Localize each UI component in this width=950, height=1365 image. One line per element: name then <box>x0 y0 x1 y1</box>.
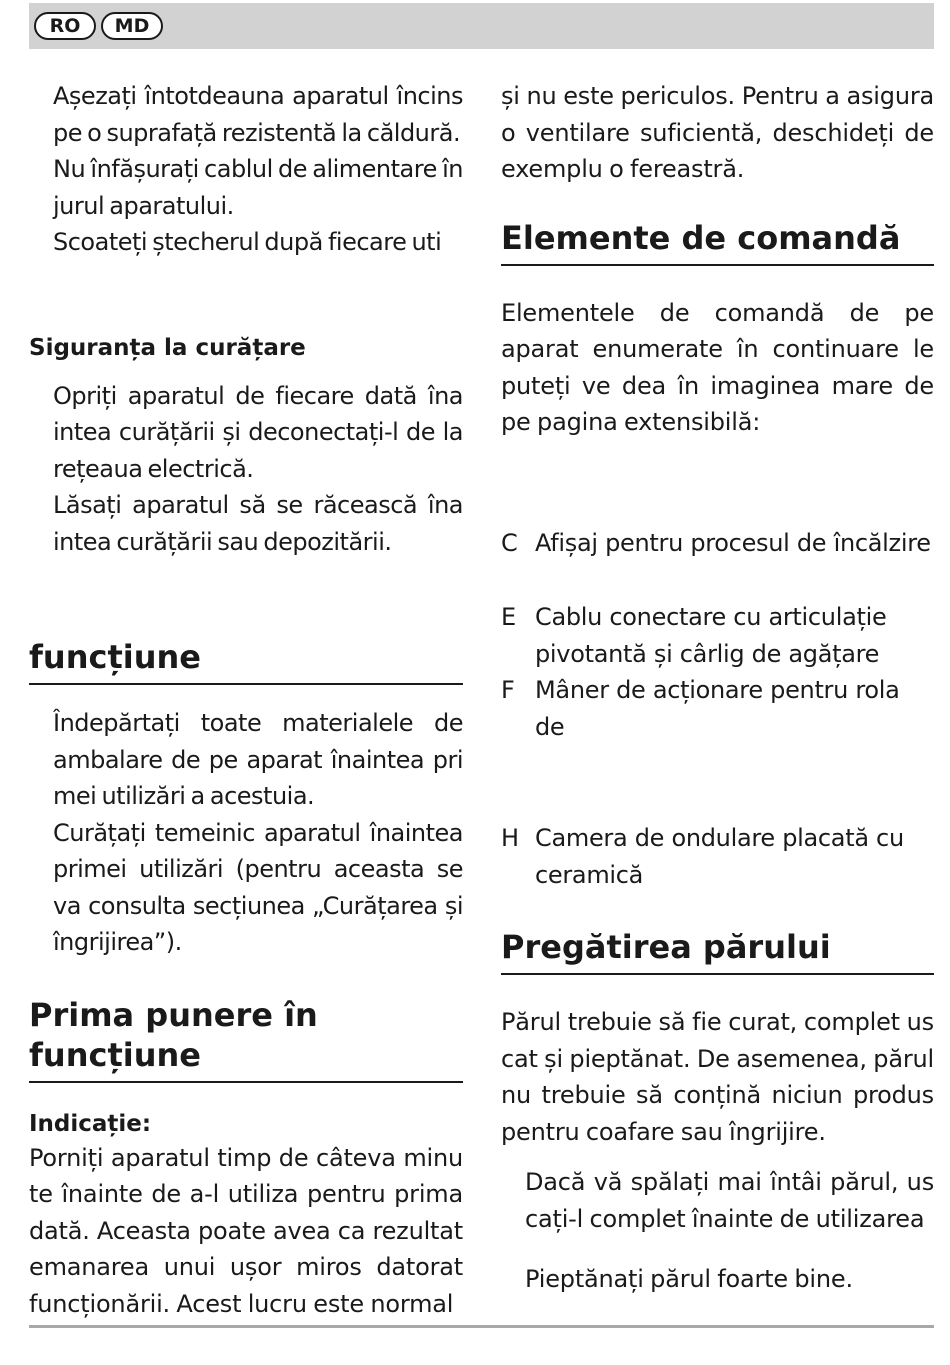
hair-prep-intro: Părul trebuie să fie curat, complet us cat și pieptănat. De asemenea, părul nu trebuie să conțină niciun produs pentru coafare sau îngrijire. <box>501 1008 934 1146</box>
language-header-bar <box>29 3 934 49</box>
control-item-e <box>501 599 934 672</box>
note-label: Indicație: <box>29 1110 152 1137</box>
controls-heading: Elemente de comandă <box>501 218 934 266</box>
note-text: Porniți aparatul timp de câteva minu te înainte de a-l utiliza pentru prima dată. Aceasta poate avea ca rezultat emanarea unui ușor miros datorat funcționării. Acest lucru este normal <box>29 1143 463 1318</box>
control-item-f <box>501 672 934 745</box>
functiune-paragraph-1: Îndepărtați toate materialele de ambalare de pe aparat înaintea pri mei utilizări a acestuia. <box>53 709 463 810</box>
hair-prep-step-1: Dacă vă spălați mai întâi părul, us cați-l complet înainte de utilizarea <box>525 1168 934 1233</box>
functiune-paragraph-2: Curățați temeinic aparatul înaintea primei utilizări (pentru aceasta se va consulta secțiunea „Curățarea și îngrijirea”). <box>53 818 463 956</box>
control-item-text: Cablu conectare cu articulație pivotantă și cârlig de agățare <box>535 603 887 668</box>
continuation-paragraph: și nu este periculos. Pentru a asigura o ventilare suficientă, deschideți de exemplu o fereastră. <box>501 82 934 183</box>
right-column <box>501 78 934 1298</box>
control-item-letter: F <box>501 676 515 704</box>
hair-prep-step-2: Pieptănați părul foarte bine. <box>525 1265 853 1293</box>
control-item-h <box>501 820 934 893</box>
cleaning-safety-paragraph-1: Opriți aparatul de fiecare dată îna intea curățării și deconectați-l de la rețeaua electrică. <box>53 381 463 483</box>
left-column <box>29 78 463 1322</box>
intro-paragraph-2: Nu înfășurați cablul de alimentare în jurul aparatului. <box>53 155 463 220</box>
intro-paragraph-1: Așezați întotdeauna aparatul încins pe o suprafață rezistentă la căldură. <box>53 82 463 147</box>
intro-paragraph-3: Scoateți ștecherul după fiecare uti <box>53 228 442 256</box>
control-item-text: Afișaj pentru procesul de încălzire <box>535 528 931 557</box>
functiune-heading: funcțiune <box>29 637 463 685</box>
control-item-letter: E <box>501 603 516 631</box>
controls-intro: Elementele de comandă de pe aparat enumerate în continuare le puteți ve dea în imaginea mare de pe pagina extensibilă: <box>501 298 934 436</box>
control-item-letter: C <box>501 528 518 557</box>
language-badge-md: MD <box>101 12 163 40</box>
control-item-letter: H <box>501 824 519 852</box>
language-badge-ro: RO <box>34 12 96 40</box>
cleaning-safety-paragraph-2: Lăsați aparatul să se răcească îna intea curățării sau depozitării. <box>53 491 463 556</box>
cleaning-safety-title: Siguranța la curățare <box>29 334 306 361</box>
control-item-text: Camera de ondulare placată cu ceramică <box>535 824 904 889</box>
control-item-text: Mâner de acționare pentru rola de <box>535 676 900 741</box>
hair-prep-heading: Pregătirea părului <box>501 927 934 975</box>
footer-divider <box>29 1325 934 1328</box>
control-item-c <box>501 525 934 562</box>
first-use-heading: Prima punere în funcțiune <box>29 995 463 1083</box>
